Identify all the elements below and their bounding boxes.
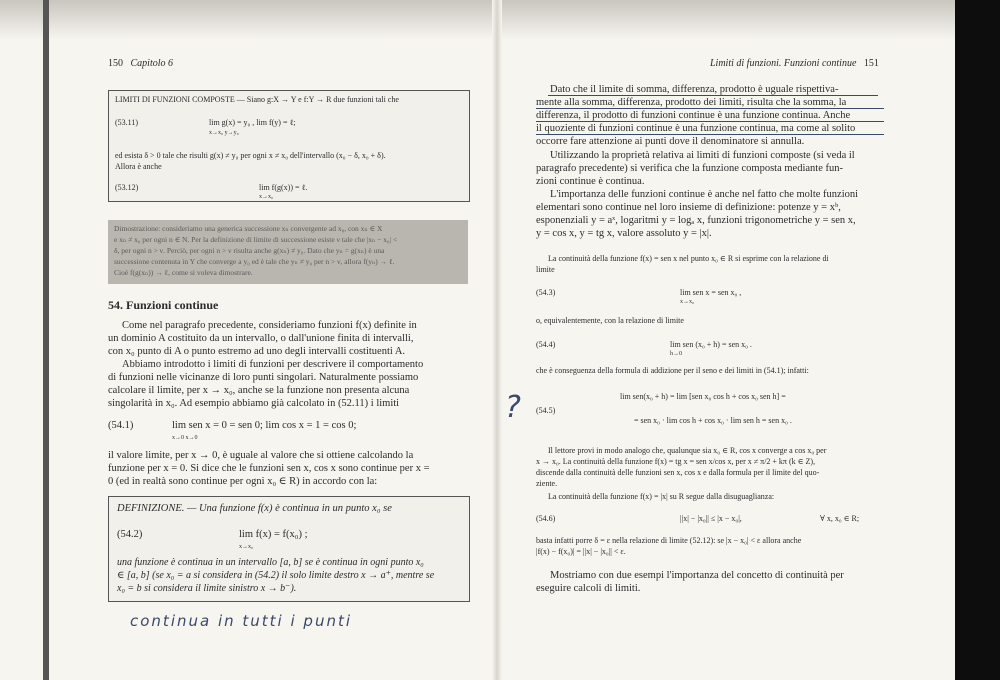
eq-label: (54.6) [536,514,556,523]
small-text: ziente. [536,479,558,488]
pen-underline [536,121,884,122]
proof-line: successione contenuta in Y che converge a y₀ ed è tale che yₙ ≠ y₀ per n > ν, allora f(yₙ) → ℓ. [114,257,395,266]
body-line: calcolare il limite, per x → x₀, anche se la funzione non presenta alcuna [108,385,410,396]
equation: lim sen x = sen x₀ , [680,288,742,297]
left-page-number: 150 [108,58,123,69]
body-line: Dato che il limite di somma, differenza, prodotto è uguale rispettiva- [550,84,839,95]
equation: ||x| − |x₀|| ≤ |x − x₀|, [680,514,742,523]
proof-line: e xₙ ≠ x₀ per ogni n ∈ N. Per la definizione di limite di successione esiste ν tale che |xₙ − x₀| < [114,235,398,244]
body-line: 0 (ed in realtà sono continue per ogni x₀ ∈ R) in accordo con la: [108,476,378,487]
chapter-title: Capitolo 6 [130,58,174,69]
body-line: con x₀ punto di A o punto estremo ad uno degli intervalli costituenti A. [108,346,406,357]
equation-subscript: h→0 [670,351,682,357]
definition-line: ∈ [a, b] (se x₀ = a si considera in (54.2) il solo limite destro x → a⁺, mentre se [117,570,435,581]
proof-line: Dimostrazione: consideriamo una generica successione xₙ convergente ad x₀, con xₙ ∈ X [114,224,383,233]
equation: lim f(g(x)) = ℓ. [259,183,308,192]
equation: lim f(x) = f(x₀) ; [239,529,308,540]
right-page-number: 151 [863,58,879,69]
eq-label: (54.5) [536,406,556,415]
margin-question-mark: ? [505,390,521,425]
equation: lim sen (x₀ + h) = sen x₀ . [670,340,752,349]
eq-label: (54.1) [108,420,134,431]
theorem-title: LIMITI DI FUNZIONI COMPOSTE — Siano g:X → Y e f:Y → R due funzioni tali che [115,95,399,104]
equation: = sen x₀ · lim cos h + cos x₀ · lim sen h = sen x₀ . [634,416,792,425]
handwritten-note: continua in tutti i punti [130,612,353,630]
body-line: eseguire calcoli di limiti. [536,583,641,594]
small-text: che è conseguenza della formula di addizione per il seno e dei limiti in (54.1); infatti: [536,366,809,375]
theorem-text: Allora è anche [115,162,162,171]
small-text: o, equivalentemente, con la relazione di limite [536,316,684,325]
small-text: La continuità della funzione f(x) = sen x nel punto x₀ ∈ R si esprime con la relazione di [548,254,829,263]
body-line: singolarità in x₀. Ad esempio abbiamo già calcolato in (52.11) i limiti [108,398,400,409]
body-line: di funzioni nelle vicinanze di loro punti singolari. Naturalmente possiamo [108,372,419,383]
body-line: esponenziali y = aˣ, logaritmi y = logₐ x, funzioni trigonometriche y = sen x, [536,215,856,226]
eq-label: (54.3) [536,288,556,297]
equation-subscript: x→x₀ [239,544,254,550]
body-line: il quoziente di funzioni continue è una funzione continua, ma come al solito [536,123,856,134]
body-line: mente alla somma, differenza, prodotto dei limiti, risulta che la somma, la [536,97,847,108]
body-line: elementari sono continue nel loro insieme di definizione: potenze y = xᵇ, [536,202,841,213]
proof-line: Cioè f(g(xₙ)) → ℓ, come si voleva dimostrare. [114,268,253,277]
equation-subscript: x→x₀ y→y₀ [209,130,239,136]
equation-subscript: x→x₀ [259,194,274,200]
eq-label: (54.2) [117,529,143,540]
body-line: Utilizzando la proprietà relativa ai limiti di funzioni composte (si veda il [550,150,855,161]
eq-label: (54.4) [536,340,556,349]
theorem-box [108,90,470,202]
equation: lim sen x = 0 = sen 0; lim cos x = 1 = cos 0; [172,420,357,431]
scanner-edge [955,0,1000,680]
body-line: Abbiamo introdotto i limiti di funzioni per descrivere il comportamento [122,359,424,370]
right-header-title: Limiti di funzioni. Funzioni continue [710,58,857,69]
book-spine [492,0,502,680]
equation-subscript: x→x₀ [680,299,695,305]
proof-line: δ, per ogni n > ν. Perciò, per ogni n > ν risulta anche g(xₙ) ≠ y₀. Dato che yₙ = g(xₙ) è una [114,246,385,255]
small-text: |f(x) − f(x₀)| = ||x| − |x₀|| < ε. [536,547,626,556]
small-text: La continuità della funzione f(x) = |x| su R segue dalla disuguaglianza: [548,492,775,501]
body-line: paragrafo precedente) si verifica che la funzione composta mediante fun- [536,163,843,174]
body-line: il valore limite, per x → 0, è uguale al valore che si ottiene calcolando la [108,450,414,461]
eq-label: (53.12) [115,183,139,192]
right-page-header [710,58,879,69]
equation: lim sen(x₀ + h) = lim [sen x₀ cos h + cos x₀ sen h] = [620,392,786,401]
equation: lim g(x) = y₀ , lim f(y) = ℓ; [209,118,296,127]
body-line: Mostriamo con due esempi l'importanza del concetto di continuità per [550,570,844,581]
left-page-header [108,58,173,69]
pen-underline [536,134,884,135]
proof-block [108,220,468,284]
theorem-text: ed esista δ > 0 tale che risulti g(x) ≠ y₀ per ogni x ≠ x₀ dell'intervallo (x₀ − δ, x₀ + δ). [115,151,386,160]
pen-underline [536,108,884,109]
small-text: discende dalla continuità delle funzioni sen x, cos x e dalla formula per il limite del quo- [536,468,820,477]
small-text: basta infatti porre δ = ε nella relazione di limite (52.12): se |x − x₀| < ε allora anche [536,536,802,545]
section-title: 54. Funzioni continue [108,298,219,312]
small-text: Il lettore provi in modo analogo che, qualunque sia x₀ ∈ R, cos x converge a cos x₀ per [548,446,827,455]
definition-box [108,496,470,602]
body-line: funzione per x = 0. Si dice che le funzioni sen x, cos x sono continue per x = [108,463,430,474]
definition-title: DEFINIZIONE. — Una funzione f(x) è continua in un punto x₀ se [117,503,392,514]
definition-line: x₀ = b si considera il limite sinistro x → b⁻). [117,583,297,594]
body-line: un dominio A costituito da un intervallo, o dall'unione finita di intervalli, [108,333,414,344]
eq-label: (53.11) [115,118,139,127]
body-line: L'importanza delle funzioni continue è anche nel fatto che molte funzioni [550,189,859,200]
small-text: x → x₀. La continuità della funzione f(x) = tg x = sen x/cos x, per x ≠ π/2 + kπ (k ∈ Z), [536,457,816,466]
body-line: differenza, il prodotto di funzioni continue è una funzione continua. Anche [536,110,851,121]
body-line: Come nel paragrafo precedente, consideriamo funzioni f(x) definite in [122,320,417,331]
left-binding-edge [43,0,49,680]
body-line: y = cos x, y = tg x, valore assoluto y = |x|. [536,228,712,239]
pen-underline [548,95,878,96]
equation: ∀ x, x₀ ∈ R; [820,514,860,523]
equation-subscript: x→0 x→0 [172,435,198,441]
small-text: limite [536,265,555,274]
definition-line: una funzione è continua in un intervallo [a, b] se è continua in ogni punto x₀ [117,557,424,568]
body-line: occorre fare attenzione ai punti dove il denominatore si annulla. [536,136,805,147]
page-top-shadow [0,0,955,40]
body-line: zioni continue è continua. [536,176,645,187]
